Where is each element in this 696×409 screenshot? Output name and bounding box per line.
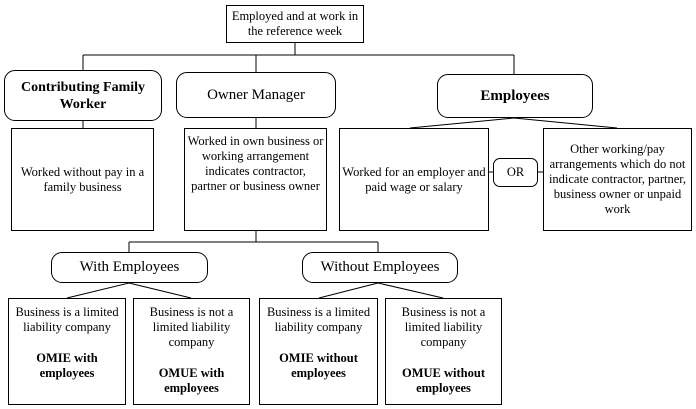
leaf-omie-without-employees bbox=[259, 298, 378, 405]
without-employees-label: Without Employees bbox=[320, 259, 440, 275]
leaf-condition: Business is not a limited liability company bbox=[401, 305, 486, 349]
leaf-condition: Business is not a limited liability company bbox=[149, 305, 234, 349]
connector-with-leaf2 bbox=[129, 283, 191, 298]
owner-manager-label: Owner Manager bbox=[207, 86, 305, 103]
contributing-family-worker-label: Contributing Family Worker bbox=[20, 79, 146, 112]
connector-employees-employer bbox=[410, 118, 514, 128]
leaf-outcome: OMIE without employees bbox=[279, 351, 358, 380]
leaf-outcome: OMIE with employees bbox=[36, 351, 98, 380]
leaf-condition: Business is a limited liability company bbox=[266, 305, 371, 334]
or-label: OR bbox=[506, 165, 525, 179]
connector-without-leaf3 bbox=[319, 283, 378, 298]
other-arrangements-description: Other working/pay arrangements which do not indicate contractor, partner, business owner or unpaid work bbox=[548, 142, 687, 216]
leaf-omue-without-employees bbox=[385, 298, 502, 405]
connector-employees-other bbox=[514, 118, 617, 128]
without-employees-node bbox=[302, 252, 458, 283]
contributing-description-box bbox=[11, 128, 154, 231]
leaf-outcome: OMUE with employees bbox=[158, 366, 225, 395]
root-node bbox=[226, 5, 364, 43]
contributing-family-worker-node bbox=[4, 70, 162, 121]
root-label: Employed and at work in the reference week bbox=[231, 9, 359, 38]
with-employees-node bbox=[51, 252, 208, 283]
leaf-omie-with-employees bbox=[8, 298, 126, 405]
leaf-outcome: OMUE without employees bbox=[402, 366, 485, 395]
connector-with-leaf1 bbox=[67, 283, 129, 298]
with-employees-label: With Employees bbox=[79, 259, 180, 275]
owner-manager-description: Worked in own business or working arrangement indicates contractor, partner or business owner bbox=[187, 134, 324, 193]
employer-description-box bbox=[339, 128, 489, 231]
leaf-omue-with-employees bbox=[133, 298, 250, 405]
employer-description: Worked for an employer and paid wage or salary bbox=[342, 164, 486, 194]
or-connector-box bbox=[493, 158, 538, 187]
leaf-condition: Business is a limited liability company bbox=[15, 305, 119, 334]
connector-without-leaf4 bbox=[378, 283, 443, 298]
employees-node bbox=[437, 74, 593, 118]
owner-manager-node bbox=[176, 72, 336, 118]
contributing-description: Worked without pay in a family business bbox=[20, 164, 145, 194]
employees-label: Employees bbox=[480, 87, 550, 104]
other-arrangements-description-box bbox=[543, 128, 692, 231]
owner-manager-description-box bbox=[184, 128, 327, 231]
